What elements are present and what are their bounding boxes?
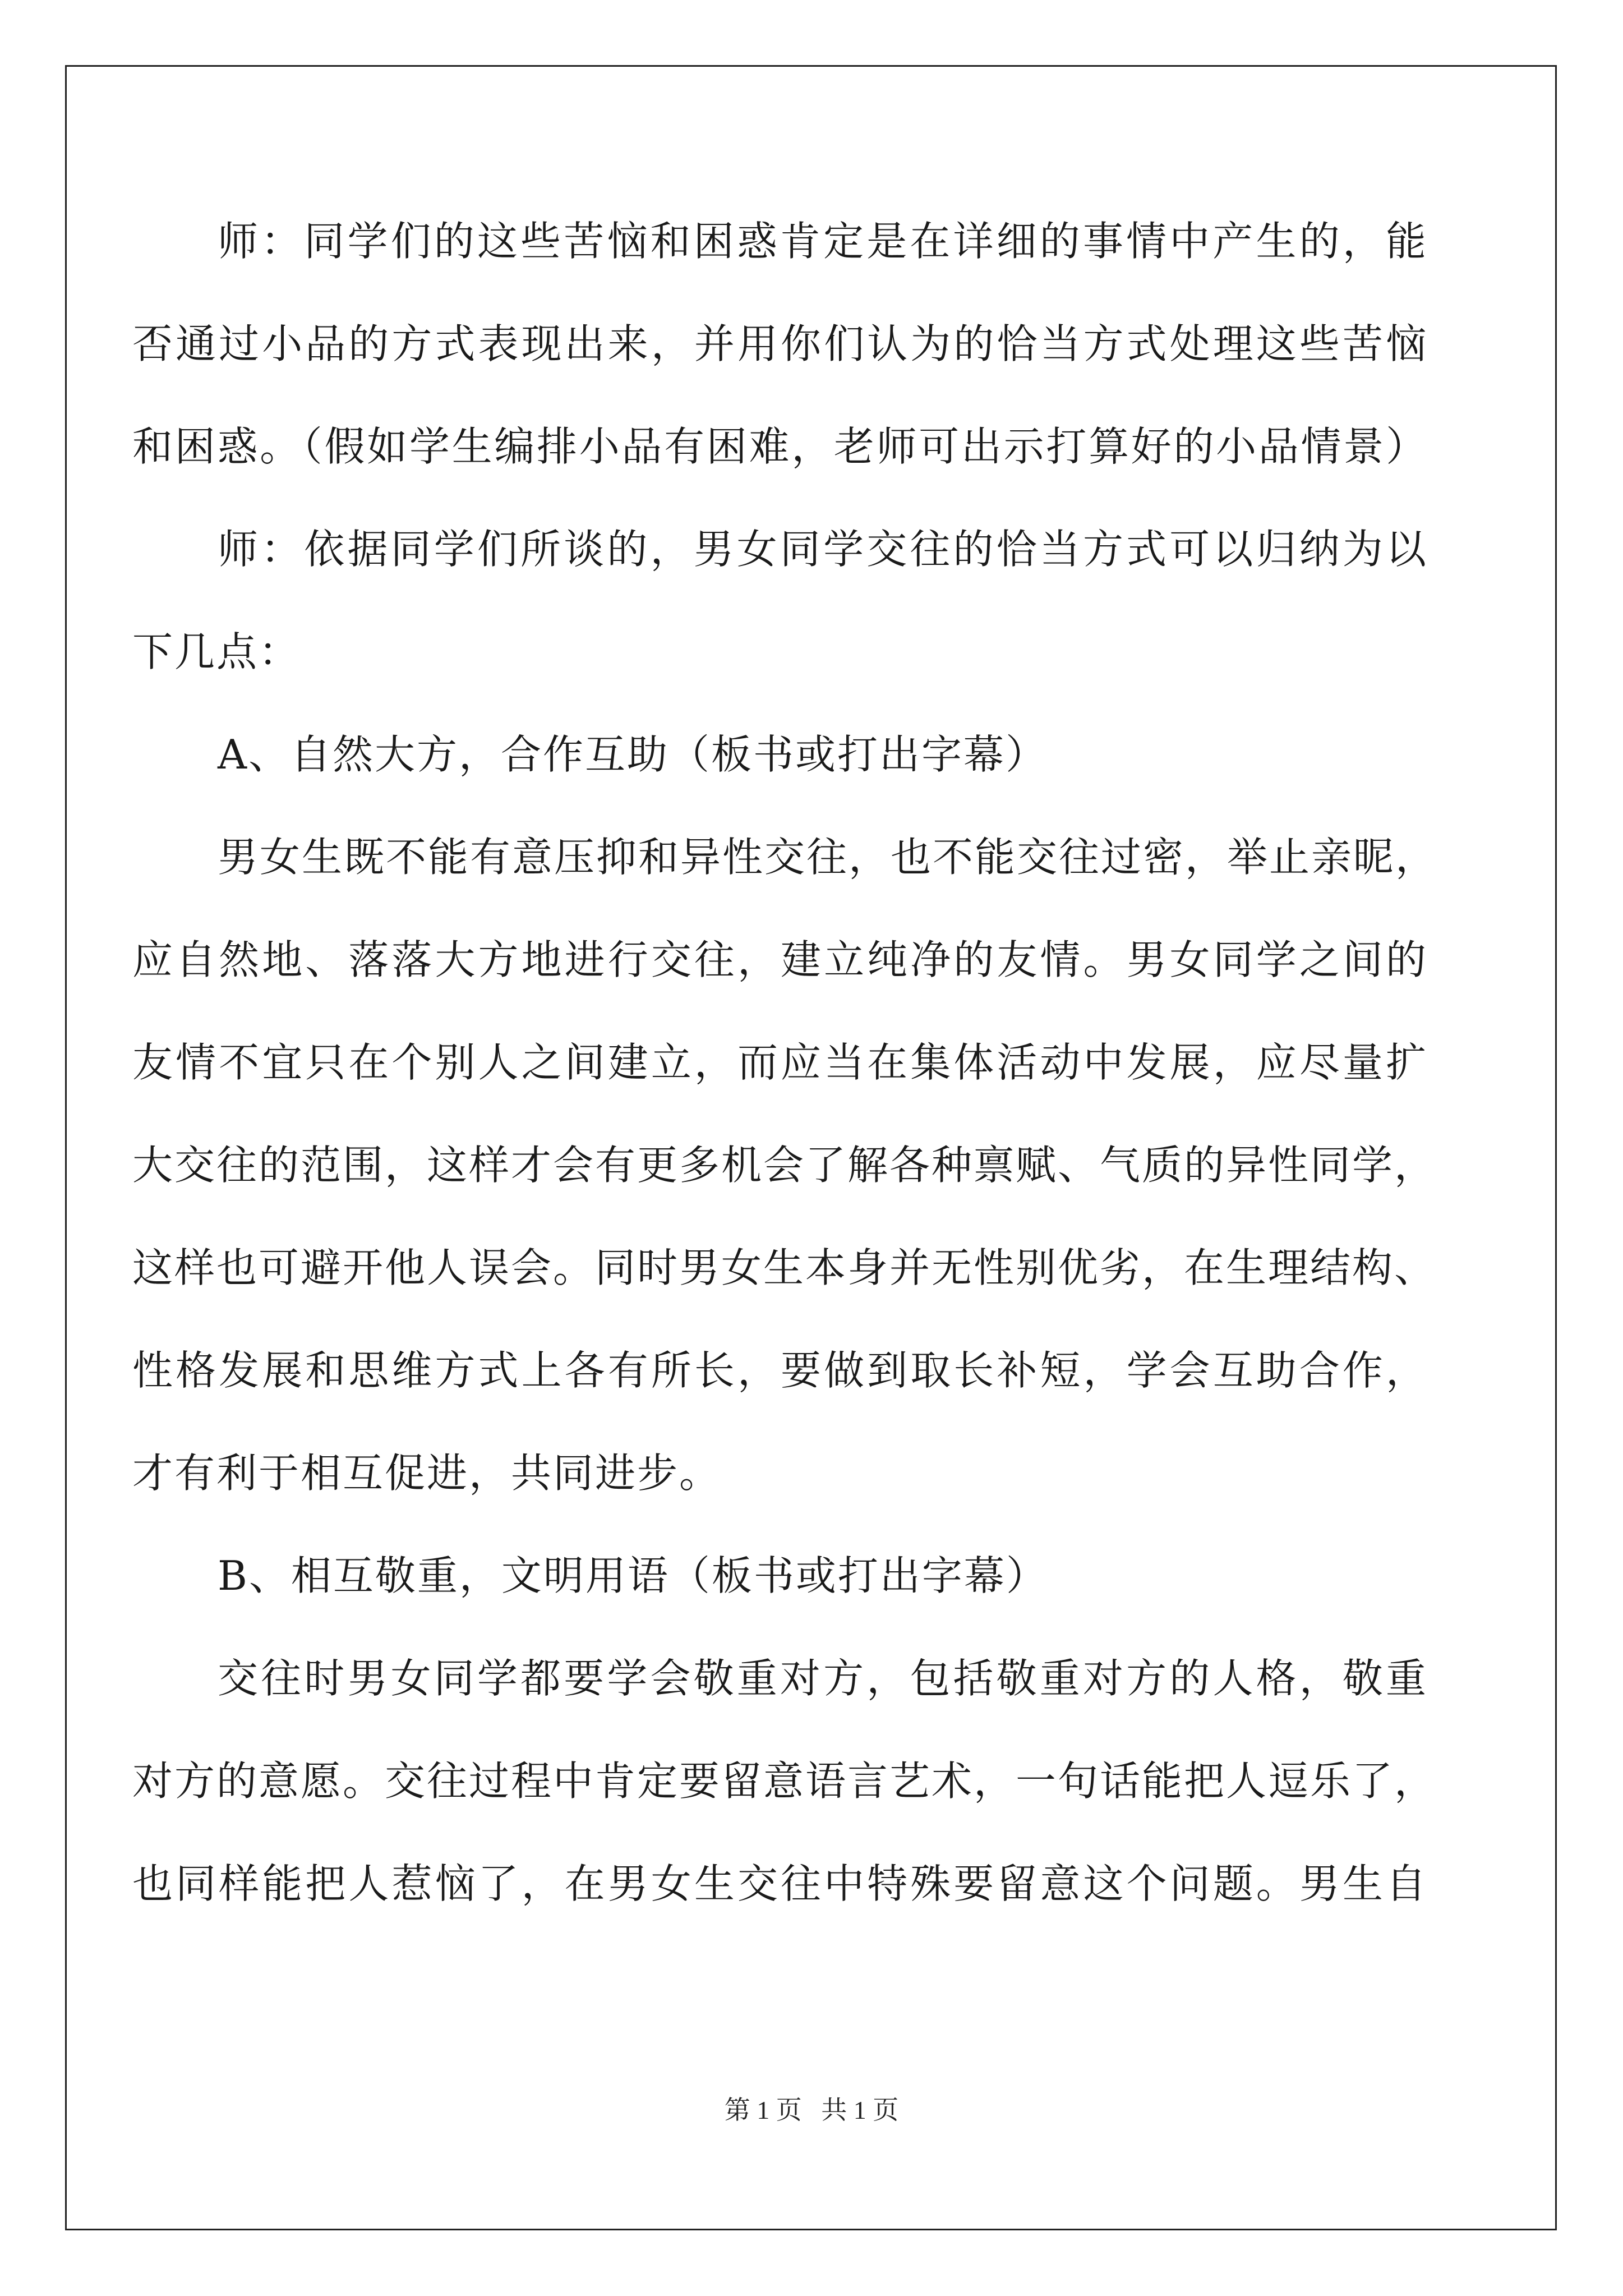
paragraph-line: 这样也可避开他人误会。同时男女生本身并无性别优劣，在生理结构、	[132, 1244, 1437, 1291]
paragraph-line: 和困惑。（假如学生编排小品有困难，老师可出示打算好的小品情景）	[132, 423, 1428, 470]
section-heading: B、相互敬重，文明用语（板书或打出字幕）	[218, 1552, 1048, 1599]
paragraph-line: 大交往的范围，这样才会有更多机会了解各种禀赋、气质的异性同学，	[132, 1142, 1437, 1189]
paragraph-line: 友情不宜只在个别人之间建立，而应当在集体活动中发展，应尽量扩	[132, 1039, 1428, 1086]
paragraph-line: 对方的意愿。交往过程中肯定要留意语言艺术，一句话能把人逗乐了，	[132, 1757, 1437, 1805]
paragraph-line: 师：同学们的这些苦恼和困惑肯定是在详细的事情中产生的，能	[218, 218, 1428, 265]
paragraph-line: 下几点：	[132, 628, 301, 675]
paragraph-line: 也同样能把人惹恼了，在男女生交往中特殊要留意这个问题。男生自	[132, 1860, 1428, 1907]
paragraph-line: 师：依据同学们所谈的，男女同学交往的恰当方式可以归纳为以	[218, 526, 1428, 573]
paragraph-line: 否通过小品的方式表现出来，并用你们认为的恰当方式处理这些苦恼	[132, 320, 1428, 367]
paragraph-line: 交往时男女同学都要学会敬重对方，包括敬重对方的人格，敬重	[218, 1655, 1428, 1702]
section-heading: A、自然大方，合作互助（板书或打出字幕）	[218, 731, 1048, 778]
paragraph-line: 性格发展和思维方式上各有所长，要做到取长补短，学会互助合作，	[132, 1347, 1428, 1394]
paragraph-line: 应自然地、落落大方地进行交往，建立纯净的友情。男女同学之间的	[132, 936, 1428, 983]
page-number-footer: 第 1 页 共 1 页	[724, 2096, 899, 2124]
paragraph-line: 男女生既不能有意压抑和异性交往，也不能交往过密，举止亲昵，	[218, 834, 1438, 881]
paragraph-line: 才有利于相互促进，共同进步。	[132, 1450, 722, 1497]
